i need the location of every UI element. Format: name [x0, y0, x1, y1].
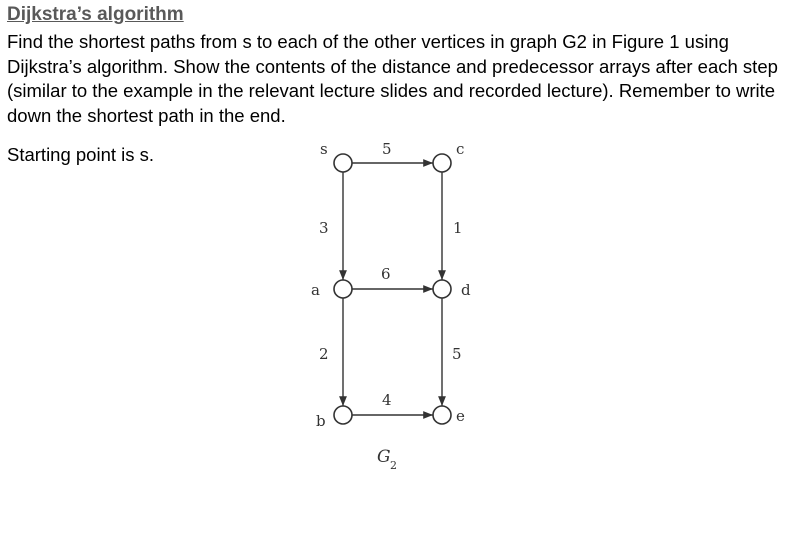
edge-weight-d-e: 5 — [452, 345, 462, 363]
starting-point-text: Starting point is s. — [7, 144, 155, 165]
vertex-a — [334, 280, 352, 298]
graph-caption-subscript: 2 — [390, 459, 397, 472]
vertex-s — [334, 154, 352, 172]
vertex-c — [433, 154, 451, 172]
question-text: Find the shortest paths from s to each of the other vertices in graph G2 in Figure 1 using Dijkstra’s algorithm. Show the contents of the distance and predecessor arrays after each step (similar to the example in the relevant lecture slides and recorded lecture). Remember to write down the shortest path in the end. — [7, 31, 778, 127]
vertex-label-d: d — [461, 281, 471, 299]
edge-weight-b-e: 4 — [382, 391, 392, 409]
edge-weight-a-b: 2 — [319, 345, 329, 363]
vertex-label-b: b — [316, 412, 326, 430]
question-title: Dijkstra’s algorithm — [7, 4, 184, 25]
vertex-label-s: s — [320, 140, 328, 158]
graph-caption: G — [377, 447, 391, 467]
edge-weight-s-a: 3 — [319, 219, 329, 237]
vertex-label-e: e — [456, 407, 465, 425]
edge-weight-a-d: 6 — [381, 265, 391, 283]
vertex-e — [433, 406, 451, 424]
vertex-label-a: a — [311, 281, 320, 299]
edge-weight-c-d: 1 — [453, 219, 463, 237]
vertex-b — [334, 406, 352, 424]
vertex-d — [433, 280, 451, 298]
edge-weight-s-c: 5 — [382, 140, 392, 158]
vertex-label-c: c — [456, 140, 465, 158]
